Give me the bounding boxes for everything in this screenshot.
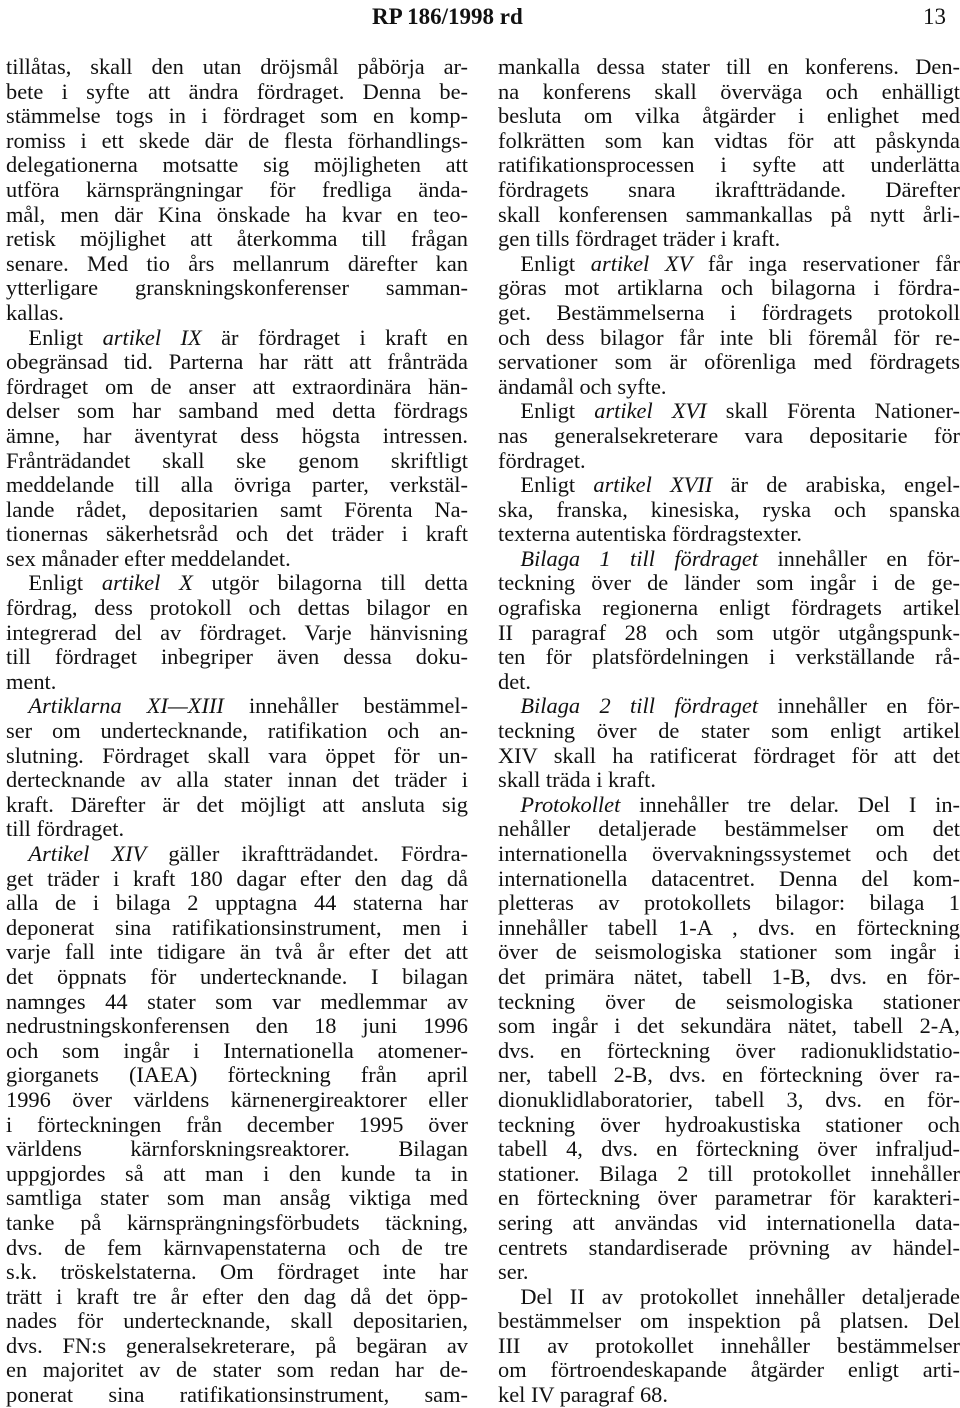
article-reference: Artikel XIV (28, 841, 147, 866)
text-line: ratifikationsprocessen i syfte att underlätta (498, 152, 960, 178)
text-line: fördraget. (498, 447, 586, 473)
text-line: lande rådet, depositarien samt Förenta Na- (6, 496, 468, 522)
text-line: nedrustningskonferensen den 18 juni 1996 (6, 1013, 468, 1039)
text-line: dvs. en förteckning över radionuklidstatio- (498, 1037, 960, 1063)
text-line: texterna autentiska fördragstexter. (498, 521, 803, 547)
text-line: sering att användas vid internationella data- (498, 1209, 960, 1235)
article-reference: artikel IX (102, 324, 202, 350)
text-line: Del II av protokollet innehåller detaljerade (498, 1283, 960, 1309)
text-line: dvs. FN:s generalsekreterare, på begäran av (6, 1332, 468, 1358)
text-line: II paragraf 28 och som utgör utgångspunk- (498, 619, 960, 645)
text-line: tillåtas, skall den utan dröjsmål påbörja ar- (6, 54, 468, 79)
article-reference: artikel XVI (594, 398, 707, 424)
text-line: kel IV paragraf 68. (498, 1382, 668, 1408)
text-line: fördrag, dess protokoll och dettas bilagor en (6, 595, 468, 621)
text-line: och dess bilagor får inte bli föremål för re- (498, 324, 960, 350)
text-line: Frånträdandet skall ske genom skriftligt (6, 447, 468, 473)
text-line: en majoritet av de stater som redan har de- (6, 1357, 468, 1383)
text-line: 1996 över världens kärnenergireaktorer eller (6, 1086, 468, 1112)
text-line: Artikel XIV gäller ikraftträdandet. Fördra- (28, 841, 469, 866)
text-line: s.k. tröskelstaterna. Om fördraget inte har (6, 1259, 468, 1285)
article-reference: Protokollet (520, 791, 621, 817)
text-line: servationer som är oförenliga med fördragets (498, 349, 960, 375)
article-reference: Bilaga 2 till fördraget (520, 693, 759, 719)
text-line: till fördraget. (6, 816, 125, 842)
text-line: besluta om vilka åtgärder i enlighet med (498, 103, 960, 129)
text-line: innehåller tabell 1-A , dvs. en förteckning (498, 914, 960, 940)
text-line: delegationerna motsatte sig möjligheten att (6, 152, 468, 178)
text-line: deponerat sina ratifikationsinstrument, men i (6, 914, 468, 940)
text-line: det. (498, 668, 531, 694)
text-line: teckning över hydroakustiska stationer och (498, 1111, 960, 1137)
text-line: Enligt artikel XVI skall Förenta Nationer- (498, 398, 960, 424)
text-line: stämmelse togs in i fördraget som en komp- (6, 103, 468, 129)
text-line: senare. Med tio års mellanrum därefter kan (6, 250, 468, 276)
text-line: bestämmelser om inspektion på platsen. Del (498, 1308, 960, 1334)
text-line: get träder i kraft 180 dagar efter den dag då (6, 865, 468, 891)
text-line: fördraget om de anser att extraordinära hän- (6, 373, 468, 399)
article-reference: Bilaga 1 till fördraget (520, 545, 759, 571)
text-line: centrets standardiserade prövning av händel- (498, 1234, 960, 1260)
text-line: ämne, har äventyrat dess högsta intressen. (6, 422, 468, 448)
text-line: mål, men där Kina önskade ha kvar en teo- (6, 201, 468, 227)
text-line: nades för undertecknande, skall depositarien, (6, 1308, 468, 1334)
text-line: Enligt artikel X utgör bilagorna till detta (6, 570, 468, 596)
text-line: varje fall inte tidigare än två år efter det att (6, 939, 468, 965)
text-line: Protokollet innehåller tre delar. Del I in- (520, 791, 960, 817)
text-line: mankalla dessa stater till en konferens. Den- (498, 54, 960, 79)
left-text-column (6, 55, 468, 1408)
text-line: tionernas säkerhetsråd och det träder i kraft (6, 521, 468, 547)
text-line: i förteckningen från december 1995 över (6, 1111, 468, 1137)
text-line: XIV skall ha ratificerat fördraget för att det (498, 742, 960, 768)
text-line: och som ingår i Internationella atomener- (6, 1037, 468, 1063)
text-line: teckning över de länder som ingår i de ge- (498, 570, 960, 596)
text-line: Bilaga 1 till fördraget innehåller en för- (520, 545, 960, 571)
text-line: stationer. Bilaga 2 till protokollet innehåller (498, 1160, 960, 1186)
text-line: världens kärnforskningsreaktorer. Bilagan (6, 1136, 468, 1162)
text-line: alla de i bilaga 2 upptagna 44 staterna har (6, 890, 468, 916)
text-line: meddelande till alla övriga parter, verkstäl- (6, 472, 468, 498)
text-line: dvs. de fem kärnvapenstaterna och de tre (6, 1234, 468, 1260)
text-line: fördragets snara ikraftträdande. Därefter (498, 176, 960, 202)
text-line: bete i syfte att ändra fördraget. Denna be- (6, 78, 468, 104)
text-line: ografiska regionerna enligt fördragets artikel (498, 595, 960, 621)
right-text-column (498, 55, 960, 1408)
text-line: teckning över de stater som enligt artikel (498, 718, 960, 744)
text-line: dertecknande av alla stater innan det träder i (6, 767, 468, 793)
text-line: dionuklidlaboratorier, tabell 3, dvs. en för- (498, 1086, 960, 1112)
text-line: ten för platsfördelningen i verkställande rå- (498, 644, 960, 670)
text-line: internationella datacentret. Denna del kom- (498, 865, 960, 891)
text-line: romiss i ett skede där de flesta förhandlings- (6, 127, 468, 153)
text-line: tabell 4, dvs. en förteckning över infraljud- (498, 1136, 960, 1162)
text-line: ytterligare granskningskonferenser samman- (6, 275, 468, 301)
text-line: internationella övervakningssystemet och det (498, 841, 960, 866)
article-reference: artikel XVII (593, 472, 713, 498)
text-line: om förtroendeskapande åtgärder enligt arti- (498, 1357, 960, 1383)
text-line: gen tills fördraget träder i kraft. (498, 226, 781, 252)
text-line: retisk möjlighet att återkomma till frågan (6, 226, 468, 252)
text-line: skall konferensen sammankallas på nytt årli- (498, 201, 960, 227)
text-line: samtliga stater som man ansåg viktiga med (6, 1185, 468, 1211)
text-line: folkrätten som kan vidtas för att påskynda (498, 127, 960, 153)
text-line: III av protokollet innehåller bestämmelser (498, 1332, 960, 1358)
document-title: RP 186/1998 rd (372, 4, 523, 29)
text-line: det primära nätet, tabell 1-B, dvs. en för- (498, 963, 960, 989)
text-line: ner, tabell 2-B, dvs. en förteckning över ra- (498, 1062, 960, 1088)
text-line: na konferens skall överväga och enhälligt (498, 78, 960, 104)
text-line: slutning. Fördraget skall vara öppet för un- (6, 742, 468, 768)
text-line: Bilaga 2 till fördraget innehåller en för- (520, 693, 960, 719)
text-line: ändamål och syfte. (498, 373, 667, 399)
text-line: kallas. (6, 299, 64, 325)
article-reference: artikel XV (590, 250, 693, 276)
text-line: nehåller detaljerade bestämmelser om det (498, 816, 960, 842)
text-line: skall träda i kraft. (498, 767, 656, 793)
page-header (0, 4, 960, 34)
text-line: Enligt artikel XV får inga reservationer får (498, 250, 960, 276)
text-line: obegränsad tid. Parterna har rätt att frånträda (6, 349, 468, 375)
text-line: som ingår i det sekundära nätet, tabell 2-A, (498, 1013, 960, 1039)
text-line: teckning över de seismologiska stationer (498, 988, 960, 1014)
text-line: kraft. Därefter är det möjligt att ansluta sig (6, 791, 468, 817)
page-number: 13 (923, 4, 946, 29)
text-line: Enligt artikel XVII är de arabiska, engel- (498, 472, 960, 498)
article-reference: Artiklarna XI—XIII (28, 693, 224, 719)
text-line: över de seismologiska stationer som ingår i (498, 939, 960, 965)
text-line: ment. (6, 668, 57, 694)
text-line: utföra kärnsprängningar för fredliga ända- (6, 176, 468, 202)
text-line: Artiklarna XI—XIII innehåller bestämmel- (28, 693, 468, 719)
text-line: uppgjordes så att man i den kunde ta in (6, 1160, 468, 1186)
text-line: ska, franska, kinesiska, ryska och spanska (498, 496, 960, 522)
text-line: göras mot artiklarna och bilagorna i fördra- (498, 275, 960, 301)
text-line: giorganets (IAEA) förteckning från april (6, 1062, 468, 1088)
text-line: pletteras av protokollets bilagor: bilaga 1 (498, 890, 960, 916)
text-line: sex månader efter meddelandet. (6, 545, 291, 571)
text-line: namnges 44 stater som var medlemmar av (6, 988, 468, 1014)
text-line: en förteckning över parametrar för karakteri- (498, 1185, 960, 1211)
text-line: get. Bestämmelserna i fördragets protokoll (498, 299, 960, 325)
text-line: trätt i kraft tre år efter den dag då det öpp- (6, 1283, 468, 1309)
text-line: till fördraget inbegriper även dessa doku- (6, 644, 468, 670)
text-line: delser som har samband med detta fördrags (6, 398, 468, 424)
text-line: det öppnats för undertecknande. I bilagan (6, 963, 468, 989)
article-reference: artikel X (101, 570, 193, 596)
text-line: ponerat sina ratifikationsinstrument, sam- (6, 1382, 468, 1408)
text-line: ser. (498, 1259, 529, 1285)
text-line: Enligt artikel IX är fördraget i kraft en (6, 324, 469, 350)
text-line: ser om undertecknande, ratifikation och an- (6, 718, 468, 744)
text-line: nas generalsekreterare vara depositarie för (498, 422, 960, 448)
text-line: integrerad del av fördraget. Varje hänvisning (6, 619, 468, 645)
text-line: tanke på kärnsprängningsförbudets täckning, (6, 1209, 468, 1235)
